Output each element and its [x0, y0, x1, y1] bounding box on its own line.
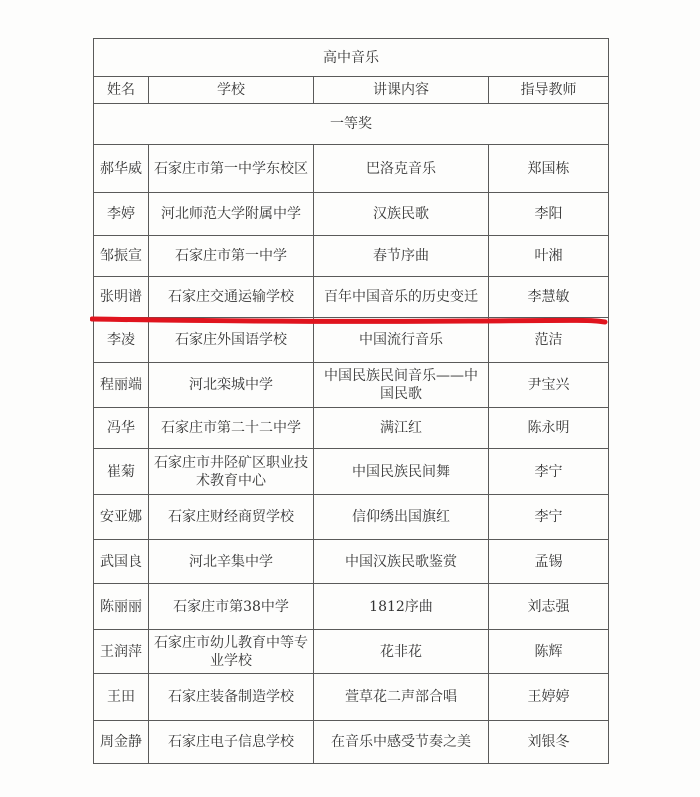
cell-school: 石家庄市井陉矿区职业技术教育中心 [149, 449, 314, 495]
header-topic: 讲课内容 [314, 77, 489, 104]
table-row [94, 408, 609, 449]
header-school: 学校 [149, 77, 314, 104]
cell-teacher: 王婷婷 [489, 674, 609, 721]
cell-school: 石家庄市第二十二中学 [149, 408, 314, 449]
table-row [94, 449, 609, 495]
table-row [94, 318, 609, 363]
cell-school: 河北栾城中学 [149, 363, 314, 408]
table-row [94, 495, 609, 540]
cell-teacher: 李慧敏 [489, 277, 609, 318]
table-row [94, 540, 609, 584]
cell-teacher: 李阳 [489, 193, 609, 236]
cell-school: 石家庄交通运输学校 [149, 277, 314, 318]
cell-teacher: 陈永明 [489, 408, 609, 449]
cell-school: 石家庄市第38中学 [149, 584, 314, 630]
cell-topic: 满江红 [314, 408, 489, 449]
cell-school: 石家庄市第一中学 [149, 236, 314, 277]
cell-topic: 巴洛克音乐 [314, 145, 489, 193]
header-teacher: 指导教师 [489, 77, 609, 104]
table-row [94, 674, 609, 721]
cell-name: 武国良 [94, 540, 149, 584]
cell-teacher: 刘银冬 [489, 721, 609, 764]
cell-teacher: 叶湘 [489, 236, 609, 277]
table-row [94, 277, 609, 318]
cell-name: 李婷 [94, 193, 149, 236]
cell-school: 石家庄市幼儿教育中等专业学校 [149, 630, 314, 674]
table-row [94, 145, 609, 193]
cell-name: 邹振宣 [94, 236, 149, 277]
cell-name: 周金静 [94, 721, 149, 764]
table-row [94, 193, 609, 236]
cell-school: 河北师范大学附属中学 [149, 193, 314, 236]
section-first-prize: 一等奖 [94, 104, 609, 145]
cell-topic: 中国民族民间音乐——中国民歌 [314, 363, 489, 408]
cell-teacher: 孟锡 [489, 540, 609, 584]
cell-name: 陈丽丽 [94, 584, 149, 630]
table-row [94, 584, 609, 630]
cell-topic: 百年中国音乐的历史变迁 [314, 277, 489, 318]
cell-school: 石家庄财经商贸学校 [149, 495, 314, 540]
cell-teacher: 陈辉 [489, 630, 609, 674]
cell-name: 安亚娜 [94, 495, 149, 540]
table-row [94, 236, 609, 277]
award-table [93, 38, 609, 764]
cell-teacher: 李宁 [489, 495, 609, 540]
cell-school: 石家庄装备制造学校 [149, 674, 314, 721]
header-name: 姓名 [94, 77, 149, 104]
cell-teacher: 郑国栋 [489, 145, 609, 193]
cell-teacher: 尹宝兴 [489, 363, 609, 408]
cell-name: 崔菊 [94, 449, 149, 495]
cell-topic: 信仰绣出国旗红 [314, 495, 489, 540]
cell-topic: 1812序曲 [314, 584, 489, 630]
cell-teacher: 范洁 [489, 318, 609, 363]
table-row [94, 630, 609, 674]
cell-name: 张明谱 [94, 277, 149, 318]
cell-school: 石家庄市第一中学东校区 [149, 145, 314, 193]
cell-topic: 中国民族民间舞 [314, 449, 489, 495]
cell-teacher: 刘志强 [489, 584, 609, 630]
cell-topic: 在音乐中感受节奏之美 [314, 721, 489, 764]
cell-topic: 春节序曲 [314, 236, 489, 277]
cell-name: 李凌 [94, 318, 149, 363]
cell-school: 石家庄电子信息学校 [149, 721, 314, 764]
cell-school: 河北辛集中学 [149, 540, 314, 584]
cell-name: 冯华 [94, 408, 149, 449]
cell-topic: 中国流行音乐 [314, 318, 489, 363]
cell-teacher: 李宁 [489, 449, 609, 495]
cell-name: 王润萍 [94, 630, 149, 674]
cell-topic: 萱草花二声部合唱 [314, 674, 489, 721]
cell-name: 郝华威 [94, 145, 149, 193]
cell-name: 王田 [94, 674, 149, 721]
cell-topic: 汉族民歌 [314, 193, 489, 236]
cell-topic: 花非花 [314, 630, 489, 674]
cell-school: 石家庄外国语学校 [149, 318, 314, 363]
table-row [94, 721, 609, 764]
table-row [94, 363, 609, 408]
table-title: 高中音乐 [94, 39, 609, 77]
cell-name: 程丽端 [94, 363, 149, 408]
cell-topic: 中国汉族民歌鉴赏 [314, 540, 489, 584]
